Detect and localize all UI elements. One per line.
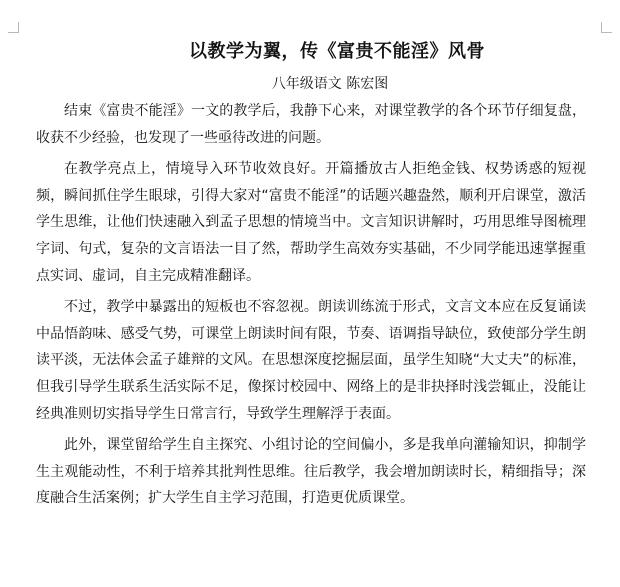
paragraph-2: 在教学亮点上，情境导入环节收效良好。开篇播放古人拒绝金钱、权势诱惑的短视频，瞬间抓住学生眼球，引得大家对“富贵不能淫”的话题兴趣盎然，顺利开启课堂，激活学生思维，让他们快速融入到孟子思想的情境当中。文言知识讲解时，巧用思维导图梳理字词、句式，复杂的文言语法一目了然，帮助学生高效夯实基础，不少同学能迅速掌握重点实词、虚词，自主完成精准翻译。 <box>36 161 586 284</box>
page-corner-mark-top-right <box>601 22 612 33</box>
paragraph-1: 结束《富贵不能淫》一文的教学后，我静下心来，对课堂教学的各个环节仔细复盘，收获不少经验，也发现了一些亟待改进的问题。 <box>36 103 586 146</box>
document-title: 以教学为翼，传《富贵不能淫》风骨 <box>189 41 485 62</box>
paragraph-4: 此外，课堂留给学生自主探究、小组讨论的空间偏小，多是我单向灌输知识，抑制学生主观能动性，不利于培养其批判性思维。往后教学，我会增加朗读时长，精细指导；深度融合生活案例；扩大学生自主学习范围，打造更优质课堂。 <box>36 437 586 507</box>
document-byline: 八年级语文 陈宏图 <box>271 76 389 92</box>
paragraph-3: 不过，教学中暴露出的短板也不容忽视。朗读训练流于形式，文言文本应在反复诵读中品悟韵味、感受气势，可课堂上朗读时间有限，节奏、语调指导缺位，致使部分学生朗读平淡，无法体会孟子雄辩的文风。在思想深度挖掘层面，虽学生知晓“大丈夫”的标准，但我引导学生联系生活实际不足，像探讨校园中、网络上的是非抉择时浅尝辄止，没能让经典准则切实指导学生日常言行，导致学生理解浮于表面。 <box>36 299 586 422</box>
page-corner-mark-top-left <box>8 22 19 33</box>
document-page <box>36 38 586 517</box>
